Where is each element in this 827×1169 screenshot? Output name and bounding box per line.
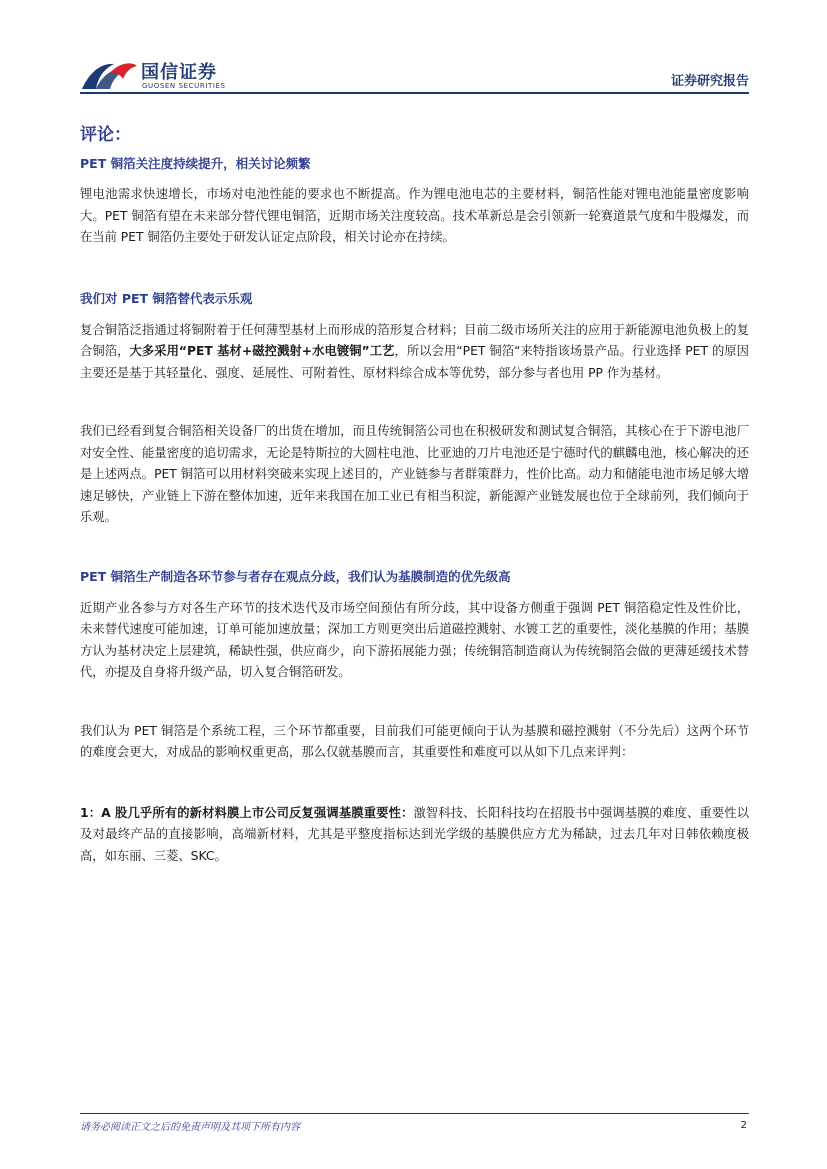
paragraph-6-highlight: 1：A 股几乎所有的新材料膜上市公司反复强调基膜重要性： (80, 805, 414, 820)
section-title: 评论： (80, 125, 131, 145)
subheading-2: 我们对 PET 铜箔替代表示乐观 (80, 290, 253, 306)
header-divider (80, 92, 749, 94)
paragraph-3: 我们已经看到复合铜箔相关设备厂的出货在增加，而且传统铜箔公司也在积极研发和测试复合铜箔，其核心在于下游电池厂对安全性、能量密度的追切需求，无论是特斯拉的大圆柱电池、比亚迪的刀片电池还是宁德时代的麒麟电池，核心解决的还是上述两点。PET 铜箔可以用材料突破来实现上述目的，产业链参与者群策群力，性价比高。动力和储能电池市场足够大增速足够快，产业链上下游在整体加速，近年来我国在加工业已有相当积淀，新能源产业链发展也位于全球前列，我们倾向于乐观。 (80, 424, 749, 524)
paragraph-2 (80, 320, 749, 385)
report-type-label: 证券研究报告 (670, 74, 749, 89)
brand-name-en: GUOSEN SECURITIES (142, 82, 226, 90)
paragraph-6-tail: 激智科技、长阳科技均在招股书中强调基膜的难度、重要性以及对最终产品的直接影响，高端新材料，尤其是平整度指标达到光学级的基膜供应方尤为稀缺，过去几年对日韩依赖度极高，如东丽、三菱、SKC。 (80, 805, 749, 863)
footer-divider (80, 1113, 749, 1114)
paragraph-2-lead: 复合铜箔泛指通过将铜附着于任何薄型基材上而形成的箔形复合材料；目前二级市场所关注的应用于新能源电池负极上的复合铜箔， (80, 322, 749, 358)
paragraph-2-highlight: 大多采用“PET 基材+磁控溅射+水电镀铜”工艺 (129, 344, 395, 358)
subheading-1: PET 铜箔关注度持续提升，相关讨论频繁 (80, 156, 311, 171)
footer-disclaimer: 请务必阅读正文之后的免责声明及其项下所有内容 (80, 1122, 300, 1133)
subheading-3: PET 铜箔生产制造各环节参与者存在观点分歧，我们认为基膜制造的优先级高 (80, 568, 511, 584)
paragraph-5: 我们认为 PET 铜箔是个系统工程，三个环节都重要，目前我们可能更倾向于认为基膜和磁控溅射（不分先后）这两个环节的难度会更大，对成品的影响权重更高，那么仅就基膜而言，其重要性和难度可以从如下几点来评判： (80, 723, 749, 759)
paragraph-4: 近期产业各参与方对各生产环节的技术迭代及市场空间预估有所分歧，其中设备方侧重于强调 PET 铜箔稳定性及性价比，未来替代速度可能加速，订单可能加速放量；深加工方则更突出后道磁控溅射、水镀工艺的重要性，淡化基膜的作用；基膜方认为基材决定上层建筑，稀缺性强，供应商少，向下游拓展能力强；传统铜箔制造商认为传统铜箔会做的更薄延缓技术替代，亦提及自身将升级产品，切入复合铜箔研发。 (80, 600, 749, 679)
brand-name-cn: 国信证券 (141, 62, 217, 83)
paragraph-6 (80, 803, 749, 868)
report-body (80, 120, 749, 867)
paragraph-1: 锂电池需求快速增长，市场对电池性能的要求也不断提高。作为锂电池电芯的主要材料，铜箔性能对锂电池能量密度影响大。PET 铜箔有望在未来部分替代锂电铜箔，近期市场关注度较高。技术革新总是会引领新一轮赛道景气度和牛股爆发，而在当前 PET 铜箔仍主要处于研发认证定点阶段，相关讨论亦在持续。 (80, 187, 749, 244)
brand-logo (80, 55, 250, 97)
paragraph-2-tail: ，所以会用“PET 铜箔“来特指该场景产品。行业选择 PET 的原因主要还是基于其轻量化、强度、延展性、可附着性、原材料综合成本等优势，部分参与者也用 PP 作为基材。 (80, 344, 749, 380)
guosen-logo-icon (80, 59, 138, 93)
page-number: 2 (740, 1120, 747, 1131)
